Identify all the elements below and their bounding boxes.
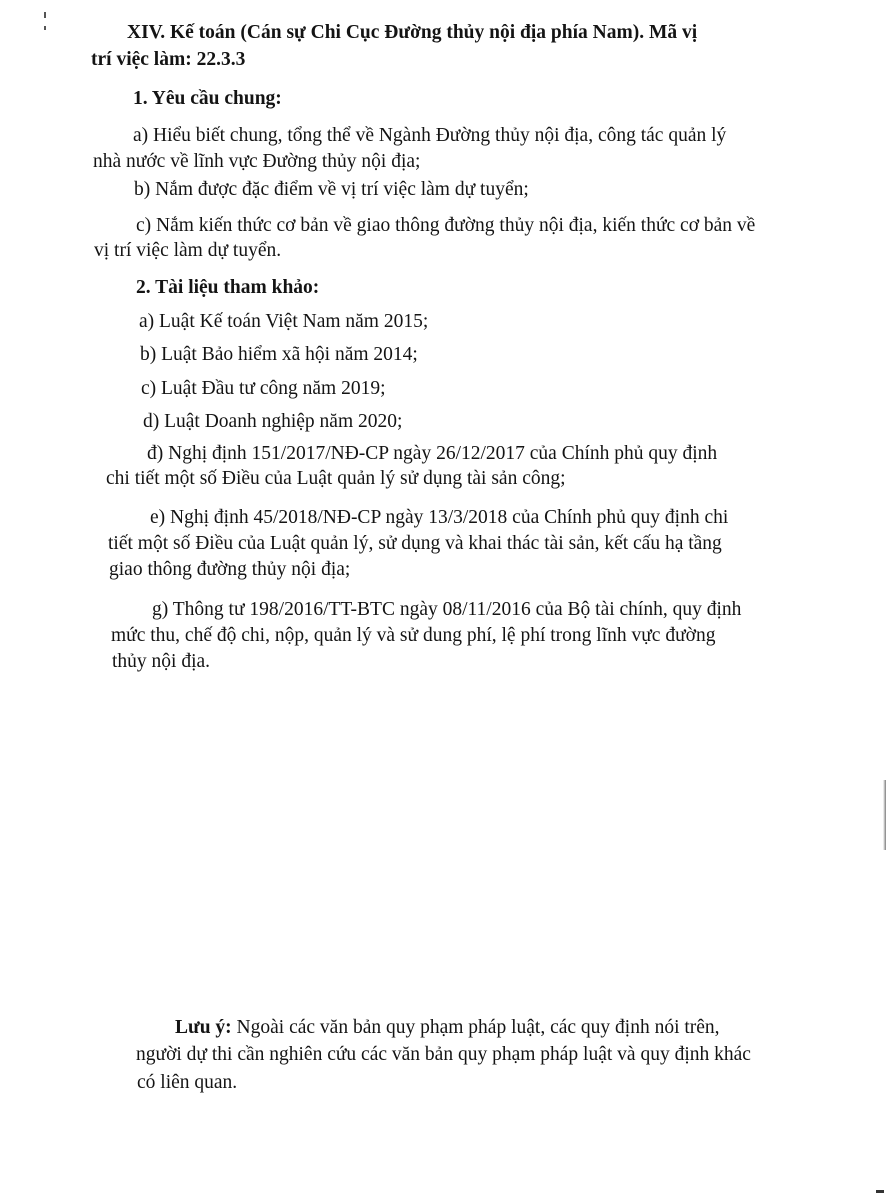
section-2-item-e-line-1: e) Nghị định 45/2018/NĐ-CP ngày 13/3/2018 của Chính phủ quy định chi [150, 507, 729, 528]
section-2-item-dd-line-2: chi tiết một số Điều của Luật quản lý sử dụng tài sản công; [106, 468, 566, 489]
note-line-3: có liên quan. [137, 1072, 238, 1093]
scan-edge-mark [876, 1190, 884, 1193]
note-label: Lưu ý: [175, 1017, 232, 1038]
section-2-item-g-line-3: thủy nội địa. [112, 651, 211, 672]
heading-line-2: trí việc làm: 22.3.3 [91, 49, 246, 70]
section-2-item-g-line-1: g) Thông tư 198/2016/TT-BTC ngày 08/11/2016 của Bộ tài chính, quy định [152, 599, 742, 620]
section-1-item-a-line-2: nhà nước về lĩnh vực Đường thủy nội địa; [93, 151, 421, 172]
section-2-item-d: d) Luật Doanh nghiệp năm 2020; [143, 411, 403, 432]
section-1-item-c-line-1: c) Nắm kiến thức cơ bản về giao thông đường thủy nội địa, kiến thức cơ bản về [136, 215, 756, 236]
section-2-item-a: a) Luật Kế toán Việt Nam năm 2015; [139, 311, 429, 332]
note-line-2: người dự thi cần nghiên cứu các văn bản quy phạm pháp luật và quy định khác [136, 1044, 751, 1065]
section-2-item-g-line-2: mức thu, chế độ chi, nộp, quản lý và sử dung phí, lệ phí trong lĩnh vực đường [111, 625, 716, 646]
scan-mark [44, 12, 46, 18]
section-1-title: 1. Yêu cầu chung: [133, 88, 282, 109]
scan-mark [44, 26, 46, 30]
section-2-item-c: c) Luật Đầu tư công năm 2019; [141, 378, 386, 399]
section-1-item-a-line-1: a) Hiểu biết chung, tổng thể về Ngành Đường thủy nội địa, công tác quản lý [133, 125, 727, 146]
section-2-item-e-line-2: tiết một số Điều của Luật quản lý, sử dụng và khai thác tài sản, kết cấu hạ tầng [108, 533, 722, 554]
section-1-item-c-line-2: vị trí việc làm dự tuyển. [94, 240, 282, 261]
note-line-1-text: Ngoài các văn bản quy phạm pháp luật, các quy định nói trên, [231, 1017, 720, 1038]
note-line-1 [175, 1015, 720, 1041]
section-2-item-dd-line-1: đ) Nghị định 151/2017/NĐ-CP ngày 26/12/2017 của Chính phủ quy định [147, 443, 718, 464]
section-1-item-b: b) Nắm được đặc điểm về vị trí việc làm dự tuyển; [134, 179, 529, 200]
section-2-title: 2. Tài liệu tham khảo: [136, 277, 320, 298]
section-2-item-e-line-3: giao thông đường thủy nội địa; [109, 559, 351, 580]
section-2-item-b: b) Luật Bảo hiểm xã hội năm 2014; [140, 344, 418, 365]
heading-line-1: XIV. Kế toán (Cán sự Chi Cục Đường thủy nội địa phía Nam). Mã vị [127, 22, 698, 43]
